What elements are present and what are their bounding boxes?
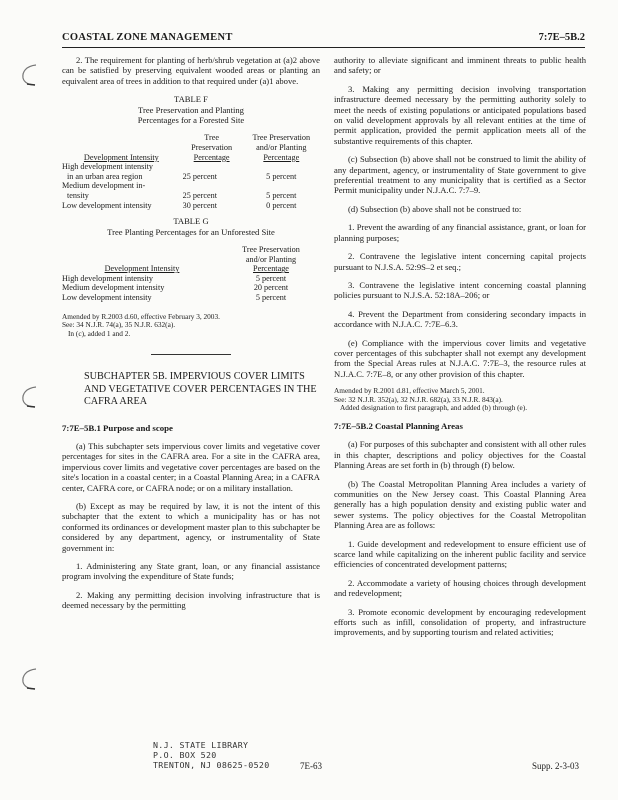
table-title: TABLE G xyxy=(173,216,209,227)
paragraph: (c) Subsection (b) above shall not be construed to limit the ability of any department, agency, or instrumentality of State government to give preferential treatment to any municipality that is certified as a Sector Permit municipality under N.J.A.C. 7:7–9. xyxy=(334,154,586,196)
table-header: Tree Preservation xyxy=(242,245,300,254)
table-header: Preservation xyxy=(191,143,233,153)
table-row: High development intensity xyxy=(62,162,153,172)
table-subtitle: Tree Preservation and Planting xyxy=(138,104,244,115)
left-column xyxy=(62,55,320,619)
running-header xyxy=(62,33,585,48)
section-divider xyxy=(151,354,231,355)
history-note: Amended by R.2001 d.81, effective March 5, 2001. xyxy=(334,386,485,396)
table-header: Percentage xyxy=(193,152,230,162)
binder-hole-icon xyxy=(18,384,40,410)
paragraph: 3. Contravene the legislative intent concerning coastal planning policies pursuant to N.J.S.A. 52:18A–206; or xyxy=(334,279,586,301)
paragraph: (a) This subchapter sets impervious cover limits and vegetative cover percentages for sites in the CAFRA area. For a site in the CAFRA area, impervious cover limits and vegetative cover percentages are based on the site's location in a coastal center; in a Coastal Planning Area; in a CAFRA center, CAFRA core, or CAFRA node; or on a military installation. xyxy=(62,440,320,493)
table-f xyxy=(62,133,320,210)
table-row: Low development intensity 30 percent 0 percent xyxy=(62,200,297,210)
table-header: Development Intensity xyxy=(104,264,180,274)
supplement-date: Supp. 2-3-03 xyxy=(532,761,579,771)
paragraph: (b) The Coastal Metropolitan Planning Area includes a variety of communities on the New Jersey coast. This Coastal Planning Area generally has a high population density and existing public water and sewer systems. The policy objectives for the Coastal Metropolitan Planning Area are as follows: xyxy=(334,478,586,531)
paragraph: (a) For purposes of this subchapter and consistent with all other rules in this chapter, descriptions and policy objectives for the Coastal Planning Areas are set forth in (b) through (f) below. xyxy=(334,439,586,471)
paragraph: 2. Contravene the legislative intent concerning capital projects pursuant to N.J.S.A. 52:9S–2 et seq.; xyxy=(334,251,586,272)
paragraph: authority to alleviate significant and imminent threats to public health and safety; or xyxy=(334,55,586,76)
table-header: and/or Planting xyxy=(256,143,307,153)
paragraph: 1. Prevent the awarding of any financial assistance, grant, or loan for planning purposes; xyxy=(334,222,586,243)
table-subtitle: Percentages for a Forested Site xyxy=(137,115,245,126)
paragraph: 3. Making any permitting decision involving transportation infrastructure deemed necessary by the permitting authority solely to meet the needs of existing populations or anticipated populations based on valid development approvals by all relevant entities at the time of permit application, provided the permit application meets all of the substantive requirements of this chapter. xyxy=(334,83,586,146)
table-header: Percentage xyxy=(263,152,300,162)
header-section: 7:7E–5B.2 xyxy=(538,32,585,43)
paragraph: 1. Guide development and redevelopment to ensure efficient use of scarce land while capitalizing on the inherent public facility and service efficiencies of concentrated development patterns; xyxy=(334,538,586,570)
binder-hole-icon xyxy=(18,666,40,692)
table-header: Percentage xyxy=(253,264,289,274)
table-row: Medium development intensity 20 percent xyxy=(62,283,289,293)
history-note: In (c), added 1 and 2. xyxy=(68,328,131,338)
page-number: 7E-63 xyxy=(300,761,322,771)
subchapter-heading: SUBCHAPTER 5B. IMPERVIOUS COVER LIMITS AND VEGETATIVE COVER PERCENTAGES IN THE CAFRA AREA xyxy=(84,371,317,408)
table-row: Medium development in- xyxy=(62,181,146,191)
table-g xyxy=(62,245,320,303)
paragraph: 4. Prevent the Department from considering secondary impacts in accordance with N.J.A.C. 7:7E–6.3. xyxy=(334,308,586,330)
paragraph: 2. Accommodate a variety of housing choices through development and redevelopment; xyxy=(334,577,586,599)
table-header: Tree xyxy=(204,133,219,143)
table-row: Low development intensity 5 percent xyxy=(62,292,287,302)
paragraph: 2. Making any permitting decision involving infrastructure that is deemed necessary by the permitting xyxy=(62,589,320,611)
history-note: See: 32 N.J.R. 352(a), 32 N.J.R. 682(a), 33 N.J.R. 843(a). xyxy=(334,394,503,404)
paragraph: 2. The requirement for planting of herb/shrub vegetation at (a)2 above can be satisfied by preserving equivalent wooded areas or planting an equivalent area of trees in addition to that required under (a)1 above. xyxy=(62,55,320,86)
section-heading: 7:7E–5B.2 Coastal Planning Areas xyxy=(334,420,463,431)
history-note: Added designation to first paragraph, and added (b) through (e). xyxy=(340,403,528,413)
library-stamp: N.J. STATE LIBRARY P.O. BOX 520 TRENTON, NJ 08625-0520 xyxy=(153,740,270,770)
table-header: and/or Planting xyxy=(245,254,297,264)
table-header: Tree Preservation xyxy=(252,133,311,143)
paragraph: (d) Subsection (b) above shall not be construed to: xyxy=(348,203,522,214)
binder-hole-icon xyxy=(18,62,40,88)
section-heading: 7:7E–5B.1 Purpose and scope xyxy=(62,422,173,433)
paragraph: 1. Administering any State grant, loan, or any financial assistance program involving the expenditure of State funds; xyxy=(62,561,320,582)
header-title: COASTAL ZONE MANAGEMENT xyxy=(62,32,233,43)
table-row: in an urban area region 25 percent 5 percent xyxy=(67,171,297,181)
history-note: See: 34 N.J.R. 74(a), 35 N.J.R. 632(a). xyxy=(62,320,176,330)
paragraph: 3. Promote economic development by encouraging redevelopment efforts such as infill, consolidation of property, and infrastructure improvements, and by supporting tourism and related activities; xyxy=(334,606,586,638)
paragraph: (b) Except as may be required by law, it is not the intent of this subchapter that the extent to which a municipality has or has not conformed its ordinances or development master plan to this subchapter be considered by any department, agency, or instrumentality of State government in: xyxy=(62,501,320,553)
right-column xyxy=(334,55,586,646)
table-title: TABLE F xyxy=(174,94,208,105)
table-row: High development intensity 5 percent xyxy=(62,273,287,283)
table-row: tensity 25 percent 5 percent xyxy=(67,191,297,200)
history-note: Amended by R.2003 d.60, effective February 3, 2003. xyxy=(62,311,220,321)
table-subtitle: Tree Planting Percentages for an Unforested Site xyxy=(107,226,275,237)
table-header: Development Intensity xyxy=(83,152,159,162)
paragraph: (e) Compliance with the impervious cover limits and vegetative cover percentages of this subchapter shall not exempt any development from the Special Areas rules at N.J.A.C. 7:7E–3, the resource rules at N.J.A.C. 7:7E–8, or any other provision of this chapter. xyxy=(334,337,586,379)
